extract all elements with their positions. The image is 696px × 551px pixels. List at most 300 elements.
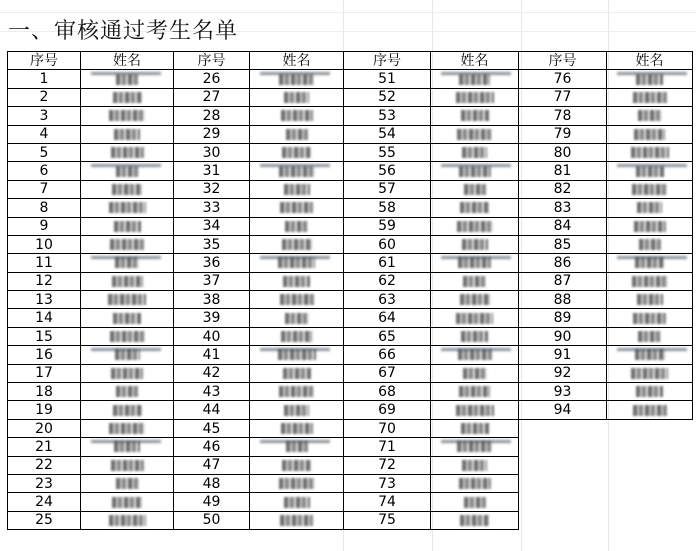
redaction-smear (441, 164, 511, 167)
table-row (8, 70, 693, 88)
table-row (8, 143, 693, 161)
redacted-name-mark (111, 147, 144, 158)
seq-number-cell: 1 (8, 70, 81, 88)
redacted-name-mark (113, 313, 141, 324)
seq-number-cell: 79 (519, 125, 607, 143)
redacted-name-mark (283, 276, 310, 287)
redacted-name-cell (431, 272, 519, 290)
seq-number-cell: 50 (174, 511, 250, 529)
seq-number-cell: 48 (174, 474, 250, 492)
seq-number-cell: 85 (519, 235, 607, 253)
redacted-name-cell (431, 493, 519, 511)
seq-number-cell: 93 (519, 383, 607, 401)
table-row (8, 125, 693, 143)
seq-number-cell: 46 (174, 438, 250, 456)
table-row (8, 511, 693, 529)
redacted-name-cell (250, 309, 344, 327)
redacted-name-cell (607, 107, 693, 125)
seq-number-cell: 20 (8, 419, 81, 437)
redacted-name-cell (81, 364, 174, 382)
seq-number-cell: 41 (174, 346, 250, 364)
redacted-name-cell (250, 125, 344, 143)
redacted-name-mark (633, 405, 667, 416)
redacted-name-cell (607, 327, 693, 345)
redacted-name-mark (461, 110, 489, 121)
seq-number-cell: 19 (8, 401, 81, 419)
redacted-name-mark (638, 331, 661, 342)
seq-number-cell: 63 (344, 291, 431, 309)
redacted-name-mark (116, 478, 139, 489)
redaction-smear (91, 440, 161, 443)
redacted-name-mark (632, 276, 668, 287)
redaction-smear (617, 256, 687, 259)
seq-number-cell: 56 (344, 162, 431, 180)
seq-number-cell: 78 (519, 107, 607, 125)
seq-number-cell: 29 (174, 125, 250, 143)
header-seq: 序号 (344, 52, 431, 70)
redacted-name-mark (282, 239, 312, 250)
redacted-name-cell (431, 401, 519, 419)
redacted-name-cell (81, 327, 174, 345)
redacted-name-cell (250, 401, 344, 419)
redacted-name-cell (431, 88, 519, 106)
seq-number-cell: 67 (344, 364, 431, 382)
seq-number-cell: 54 (344, 125, 431, 143)
redacted-name-cell (250, 291, 344, 309)
redaction-smear (91, 72, 161, 75)
table-row (8, 456, 693, 474)
redacted-name-cell (250, 235, 344, 253)
redacted-name-mark (461, 331, 488, 342)
seq-number-cell: 21 (8, 438, 81, 456)
redacted-name-mark (462, 460, 487, 471)
redacted-name-cell (431, 364, 519, 382)
redacted-name-mark (637, 202, 662, 213)
redacted-name-mark (457, 221, 493, 232)
redacted-name-cell (81, 474, 174, 492)
redacted-name-mark (283, 368, 311, 379)
redacted-name-cell (607, 180, 693, 198)
redaction-smear (441, 72, 511, 75)
redacted-name-cell (607, 346, 693, 364)
redacted-name-cell (250, 456, 344, 474)
seq-number-cell: 11 (8, 254, 81, 272)
table-row (8, 254, 693, 272)
seq-number-cell: 72 (344, 456, 431, 474)
redacted-name-cell (81, 125, 174, 143)
redacted-name-cell (81, 88, 174, 106)
redacted-name-cell (250, 364, 344, 382)
header-seq: 序号 (519, 52, 607, 70)
seq-number-cell: 82 (519, 180, 607, 198)
redacted-name-mark (639, 239, 661, 250)
table-row (8, 438, 693, 456)
table-row (8, 419, 693, 437)
redacted-name-mark (460, 202, 489, 213)
redacted-name-cell (250, 143, 344, 161)
redacted-name-cell (607, 272, 693, 290)
redacted-name-mark (634, 221, 666, 232)
redacted-name-cell (607, 199, 693, 217)
seq-number-cell: 40 (174, 327, 250, 345)
redacted-name-cell (431, 254, 519, 272)
seq-number-cell: 25 (8, 511, 81, 529)
seq-number-cell: 12 (8, 272, 81, 290)
seq-number-cell: 55 (344, 143, 431, 161)
redacted-name-cell (431, 125, 519, 143)
table-row (8, 474, 693, 492)
table-row (8, 272, 693, 290)
header-seq: 序号 (174, 52, 250, 70)
redacted-name-mark (111, 368, 143, 379)
redacted-name-mark (456, 92, 494, 103)
redaction-smear (441, 256, 511, 259)
redacted-name-cell (81, 401, 174, 419)
empty-cell (607, 474, 693, 492)
redacted-name-cell (431, 383, 519, 401)
redacted-name-mark (459, 478, 491, 489)
redacted-name-cell (81, 438, 174, 456)
redacted-name-cell (607, 162, 693, 180)
redacted-name-cell (431, 143, 519, 161)
seq-number-cell: 83 (519, 199, 607, 217)
redacted-name-cell (250, 70, 344, 88)
seq-number-cell: 53 (344, 107, 431, 125)
header-name: 姓名 (81, 52, 174, 70)
seq-number-cell: 22 (8, 456, 81, 474)
redacted-name-mark (461, 423, 489, 434)
redaction-smear (441, 440, 511, 443)
seq-number-cell: 4 (8, 125, 81, 143)
redacted-name-cell (431, 327, 519, 345)
redacted-name-cell (431, 474, 519, 492)
table-row (8, 364, 693, 382)
redacted-name-cell (250, 419, 344, 437)
redacted-name-mark (110, 331, 145, 342)
redacted-name-mark (463, 368, 487, 379)
redacted-name-mark (279, 478, 315, 489)
seq-number-cell: 32 (174, 180, 250, 198)
seq-number-cell: 10 (8, 235, 81, 253)
redacted-name-cell (81, 346, 174, 364)
sheet-gridline (0, 12, 696, 13)
redacted-name-cell (431, 199, 519, 217)
redacted-name-cell (81, 162, 174, 180)
redaction-smear (617, 348, 687, 351)
redacted-name-cell (431, 70, 519, 88)
seq-number-cell: 61 (344, 254, 431, 272)
empty-cell (519, 511, 607, 529)
redacted-name-cell (250, 438, 344, 456)
seq-number-cell: 74 (344, 493, 431, 511)
redacted-name-cell (431, 180, 519, 198)
redacted-name-cell (250, 474, 344, 492)
seq-number-cell: 89 (519, 309, 607, 327)
seq-number-cell: 24 (8, 493, 81, 511)
seq-number-cell: 3 (8, 107, 81, 125)
redacted-name-mark (460, 515, 489, 526)
redaction-smear (441, 348, 511, 351)
redaction-smear (260, 164, 330, 167)
redacted-name-cell (250, 180, 344, 198)
redacted-name-cell (81, 235, 174, 253)
seq-number-cell: 49 (174, 493, 250, 511)
seq-number-cell: 51 (344, 70, 431, 88)
redacted-name-mark (456, 313, 493, 324)
redaction-smear (91, 256, 161, 259)
empty-cell (519, 456, 607, 474)
table-row (8, 327, 693, 345)
table-row (8, 401, 693, 419)
redacted-name-cell (607, 309, 693, 327)
redacted-name-mark (284, 405, 309, 416)
redacted-name-mark (285, 313, 309, 324)
redacted-name-cell (81, 143, 174, 161)
redacted-name-mark (460, 294, 490, 305)
redacted-name-mark (457, 129, 492, 140)
redacted-name-mark (634, 129, 665, 140)
redacted-name-mark (279, 386, 314, 397)
seq-number-cell: 81 (519, 162, 607, 180)
redacted-name-cell (81, 199, 174, 217)
empty-cell (607, 456, 693, 474)
redacted-name-mark (282, 147, 311, 158)
redacted-name-cell (81, 309, 174, 327)
seq-number-cell: 68 (344, 383, 431, 401)
redacted-name-cell (81, 291, 174, 309)
redacted-name-cell (431, 438, 519, 456)
redacted-name-mark (114, 221, 141, 232)
seq-number-cell: 59 (344, 217, 431, 235)
table-row (8, 493, 693, 511)
redacted-name-mark (636, 386, 663, 397)
redacted-name-mark (111, 460, 144, 471)
table-header-row (8, 52, 693, 70)
seq-number-cell: 88 (519, 291, 607, 309)
redacted-name-mark (459, 386, 490, 397)
redacted-name-cell (81, 70, 174, 88)
redacted-name-cell (431, 346, 519, 364)
redacted-name-cell (607, 401, 693, 419)
redacted-name-mark (109, 202, 146, 213)
redacted-name-cell (250, 346, 344, 364)
redacted-name-mark (280, 294, 314, 305)
seq-number-cell: 57 (344, 180, 431, 198)
redacted-name-mark (638, 110, 662, 121)
seq-number-cell: 37 (174, 272, 250, 290)
redacted-name-mark (112, 276, 143, 287)
table-row (8, 291, 693, 309)
redacted-name-cell (431, 162, 519, 180)
seq-number-cell: 17 (8, 364, 81, 382)
table-row (8, 346, 693, 364)
redacted-name-mark (462, 147, 487, 158)
redacted-name-cell (431, 309, 519, 327)
redacted-name-cell (81, 456, 174, 474)
redacted-name-mark (282, 460, 311, 471)
redacted-name-mark (280, 515, 313, 526)
seq-number-cell: 28 (174, 107, 250, 125)
redacted-name-cell (250, 327, 344, 345)
seq-number-cell: 60 (344, 235, 431, 253)
table-row (8, 180, 693, 198)
seq-number-cell: 18 (8, 383, 81, 401)
seq-number-cell: 69 (344, 401, 431, 419)
seq-number-cell: 94 (519, 401, 607, 419)
redacted-name-mark (284, 184, 310, 195)
redacted-name-mark (464, 184, 486, 195)
redacted-name-mark (112, 184, 142, 195)
redacted-name-cell (607, 291, 693, 309)
seq-number-cell: 71 (344, 438, 431, 456)
redacted-name-mark (456, 405, 494, 416)
redaction-smear (260, 348, 330, 351)
redacted-name-cell (250, 88, 344, 106)
seq-number-cell: 15 (8, 327, 81, 345)
redacted-name-mark (284, 92, 309, 103)
redacted-name-mark (109, 515, 146, 526)
redaction-smear (260, 440, 330, 443)
seq-number-cell: 65 (344, 327, 431, 345)
redacted-name-cell (250, 162, 344, 180)
redacted-name-mark (114, 129, 140, 140)
redacted-name-cell (81, 272, 174, 290)
redacted-name-cell (431, 107, 519, 125)
redaction-smear (617, 164, 687, 167)
seq-number-cell: 58 (344, 199, 431, 217)
seq-number-cell: 47 (174, 456, 250, 474)
redacted-name-cell (431, 217, 519, 235)
seq-number-cell: 80 (519, 143, 607, 161)
seq-number-cell: 9 (8, 217, 81, 235)
redacted-name-mark (633, 313, 666, 324)
redacted-name-mark (110, 239, 144, 250)
redacted-name-cell (607, 254, 693, 272)
header-name: 姓名 (250, 52, 344, 70)
redacted-name-cell (607, 364, 693, 382)
table-row (8, 217, 693, 235)
redacted-name-cell (431, 291, 519, 309)
redacted-name-mark (631, 368, 668, 379)
redacted-name-mark (281, 331, 312, 342)
seq-number-cell: 45 (174, 419, 250, 437)
seq-number-cell: 14 (8, 309, 81, 327)
empty-cell (607, 438, 693, 456)
redacted-name-cell (250, 511, 344, 529)
seq-number-cell: 92 (519, 364, 607, 382)
redacted-name-cell (81, 107, 174, 125)
redacted-name-cell (250, 383, 344, 401)
empty-cell (607, 493, 693, 511)
redacted-name-cell (250, 107, 344, 125)
empty-cell (519, 419, 607, 437)
seq-number-cell: 90 (519, 327, 607, 345)
empty-cell (519, 438, 607, 456)
redacted-name-mark (631, 147, 669, 158)
seq-number-cell: 86 (519, 254, 607, 272)
redacted-name-mark (281, 423, 313, 434)
redaction-smear (91, 348, 161, 351)
redacted-name-mark (280, 202, 313, 213)
redacted-name-mark (108, 294, 146, 305)
redacted-name-cell (81, 217, 174, 235)
redacted-name-cell (607, 125, 693, 143)
empty-cell (519, 493, 607, 511)
redacted-name-mark (464, 497, 486, 508)
seq-number-cell: 39 (174, 309, 250, 327)
seq-number-cell: 77 (519, 88, 607, 106)
seq-number-cell: 35 (174, 235, 250, 253)
header-name: 姓名 (431, 52, 519, 70)
redacted-name-mark (112, 497, 142, 508)
page-title: 一、审核通过考生名单 (8, 19, 239, 44)
seq-number-cell: 6 (8, 162, 81, 180)
seq-number-cell: 87 (519, 272, 607, 290)
empty-cell (519, 474, 607, 492)
redaction-smear (260, 256, 330, 259)
redacted-name-mark (109, 110, 145, 121)
redacted-name-cell (81, 493, 174, 511)
seq-number-cell: 5 (8, 143, 81, 161)
empty-cell (607, 419, 693, 437)
redacted-name-cell (431, 235, 519, 253)
redaction-smear (260, 72, 330, 75)
seq-number-cell: 31 (174, 162, 250, 180)
redacted-name-mark (462, 239, 488, 250)
redacted-name-cell (250, 272, 344, 290)
seq-number-cell: 26 (174, 70, 250, 88)
seq-number-cell: 2 (8, 88, 81, 106)
redacted-name-cell (81, 511, 174, 529)
redacted-name-mark (463, 276, 486, 287)
redaction-smear (91, 164, 161, 167)
seq-number-cell: 91 (519, 346, 607, 364)
seq-number-cell: 62 (344, 272, 431, 290)
redacted-name-cell (431, 419, 519, 437)
redacted-name-cell (607, 383, 693, 401)
table-row (8, 199, 693, 217)
redacted-name-cell (81, 254, 174, 272)
seq-number-cell: 16 (8, 346, 81, 364)
redacted-name-cell (607, 143, 693, 161)
seq-number-cell: 43 (174, 383, 250, 401)
redacted-name-cell (607, 235, 693, 253)
seq-number-cell: 66 (344, 346, 431, 364)
approved-candidates-table (7, 51, 693, 530)
seq-number-cell: 42 (174, 364, 250, 382)
redacted-name-cell (250, 493, 344, 511)
redacted-name-mark (109, 423, 145, 434)
redacted-name-mark (637, 294, 663, 305)
redacted-name-mark (113, 405, 142, 416)
seq-number-cell: 8 (8, 199, 81, 217)
seq-number-cell: 44 (174, 401, 250, 419)
redacted-name-cell (607, 70, 693, 88)
redacted-name-cell (250, 254, 344, 272)
redaction-smear (617, 72, 687, 75)
seq-number-cell: 52 (344, 88, 431, 106)
seq-number-cell: 23 (8, 474, 81, 492)
seq-number-cell: 70 (344, 419, 431, 437)
redacted-name-mark (116, 386, 138, 397)
redacted-name-cell (431, 456, 519, 474)
redacted-name-mark (633, 92, 667, 103)
seq-number-cell: 36 (174, 254, 250, 272)
table-row (8, 162, 693, 180)
header-seq: 序号 (8, 52, 81, 70)
seq-number-cell: 73 (344, 474, 431, 492)
redacted-name-mark (113, 92, 142, 103)
